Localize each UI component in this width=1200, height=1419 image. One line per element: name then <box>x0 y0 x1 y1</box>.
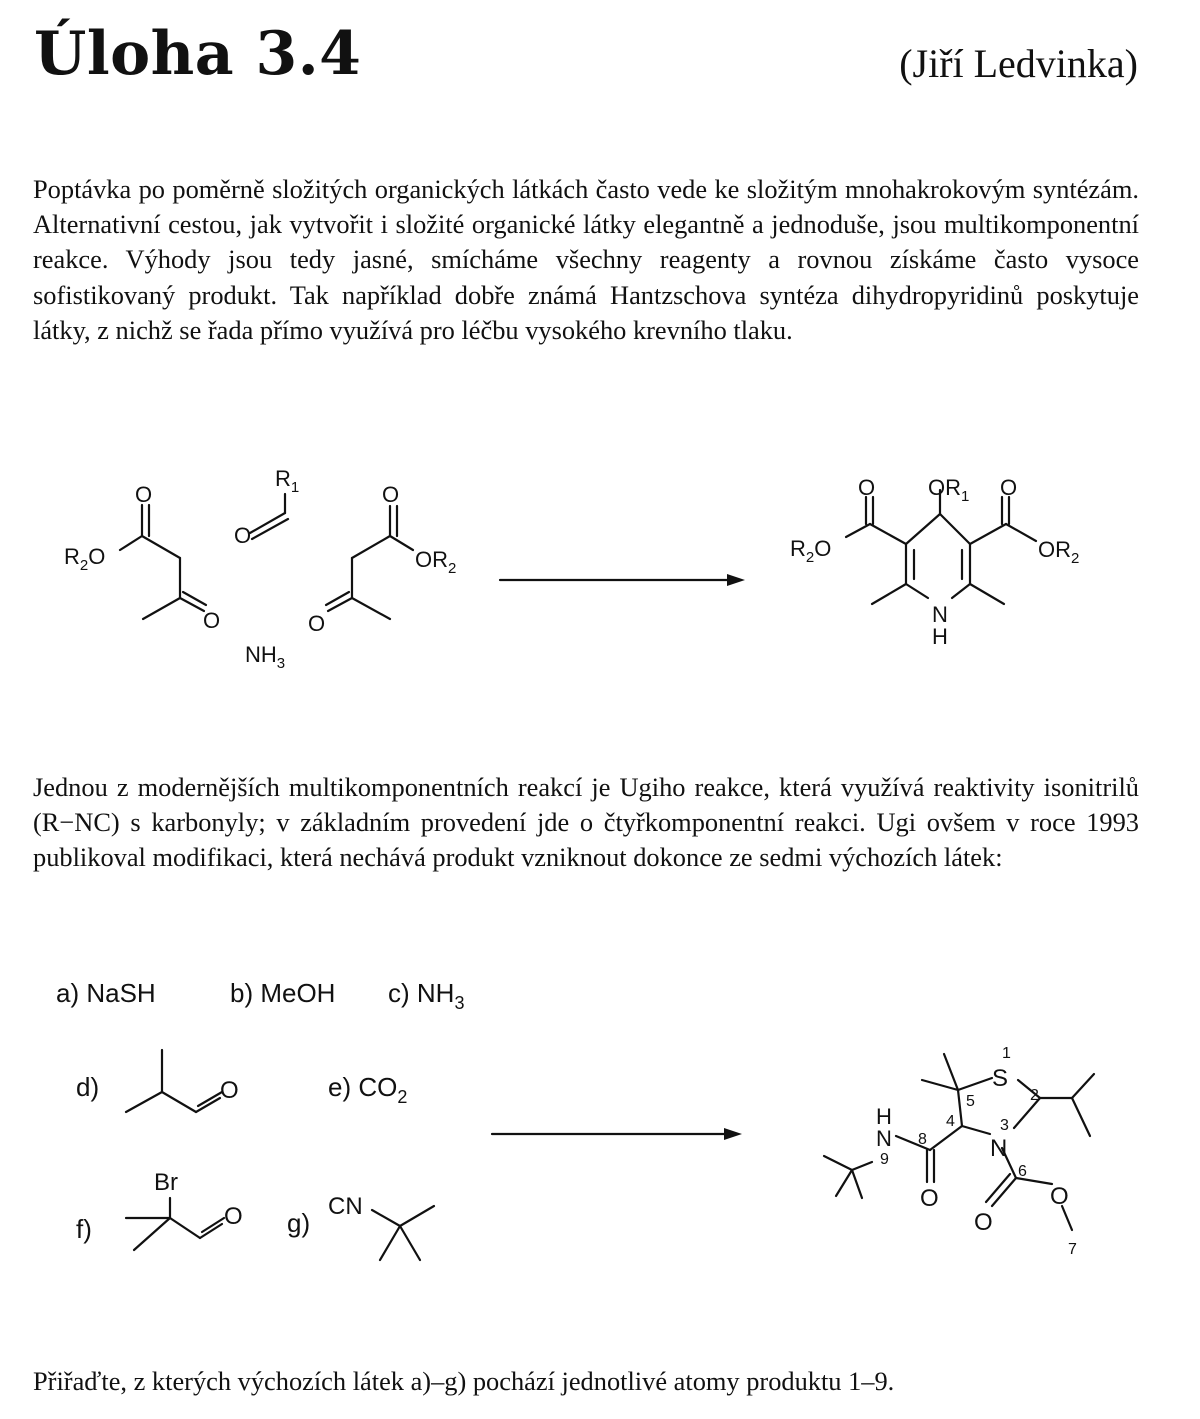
reagent-e: e) CO <box>328 1072 398 1102</box>
reagent-g-structure <box>372 1206 434 1260</box>
reagent-b: b) MeOH <box>230 978 336 1008</box>
or2-label: OR <box>1038 537 1071 562</box>
atom-number-5: 5 <box>966 1093 975 1110</box>
hydrogen-label: H <box>876 1104 892 1129</box>
oxygen-label: O <box>135 482 153 507</box>
oxygen-label: O <box>382 482 400 507</box>
reagent-f-label: f) <box>76 1214 92 1244</box>
oxygen-label: O <box>920 1185 939 1212</box>
reagent-c: c) NH <box>388 978 455 1008</box>
isonitrile-label: CN <box>328 1193 363 1220</box>
oxygen-label: O <box>224 1203 243 1230</box>
svg-text:R2O: $R_2O$ <box>790 536 832 566</box>
svg-text:OR1: $OR_1$ <box>928 475 970 505</box>
atom-number-6: 6 <box>1018 1163 1027 1180</box>
svg-text:c) NH3: c) $NH_3$ <box>388 978 465 1013</box>
svg-text:NH3: $NH_3$ <box>245 642 286 672</box>
ammonia-label: NH <box>245 642 277 667</box>
reagent-f-structure <box>126 1198 224 1250</box>
r1-label: R <box>275 466 291 491</box>
svg-text:e) CO2: e) $CO_2$ <box>328 1072 408 1107</box>
hantzsch-reaction-scheme <box>0 440 1200 700</box>
author: (Jiří Ledvinka) <box>899 41 1138 86</box>
oxygen-label: O <box>234 523 252 548</box>
hydrogen-label: H <box>932 624 948 649</box>
sulfur-label: S <box>992 1065 1009 1092</box>
bromine-label: Br <box>154 1169 178 1196</box>
reagent-d-label: d) <box>76 1072 100 1102</box>
atom-number-2: 2 <box>1030 1087 1039 1104</box>
nitrogen-label: N <box>876 1126 892 1151</box>
nitrogen-label: N <box>990 1135 1008 1162</box>
r2-label: R <box>790 536 806 561</box>
svg-text:R2O: $R_2O$ <box>64 544 106 574</box>
reagent-g-label: g) <box>287 1208 311 1238</box>
oxygen-label: O <box>1050 1183 1069 1210</box>
svg-text:OR2: $OR_2$ <box>1038 537 1080 567</box>
oxygen-label: O <box>308 611 326 636</box>
task-title: Úloha 3.4 <box>34 19 362 89</box>
task-instruction: Přiřaďte, z kterých výchozích látek a)–g) pochází jednotlivé atomy produktu 1–9. <box>33 1366 895 1396</box>
atom-number-1: 1 <box>1002 1045 1011 1062</box>
ugi-reaction-scheme <box>0 950 1200 1280</box>
atom-number-8: 8 <box>918 1131 927 1148</box>
atom-number-4: 4 <box>946 1113 955 1130</box>
oxygen-label: O <box>203 608 221 633</box>
svg-text:R1: $R_1$ <box>275 466 300 496</box>
oxygen-label: O <box>858 475 876 500</box>
oxygen-label: O <box>974 1209 993 1236</box>
reagent-a: a) NaSH <box>56 978 156 1008</box>
reagent-d-structure <box>126 1050 222 1112</box>
oxygen-label: O <box>1000 475 1018 500</box>
atom-number-7: 7 <box>1068 1241 1077 1258</box>
or1-label: OR <box>928 475 961 500</box>
r2-label: R <box>64 544 80 569</box>
or2-label: OR <box>415 547 448 572</box>
atom-number-3: 3 <box>1000 1117 1009 1134</box>
svg-text:OR2: $OR_2$ <box>415 547 457 577</box>
oxygen-label: O <box>220 1077 239 1104</box>
nitrogen-label: N <box>932 602 948 627</box>
intro-paragraph: Poptávka po poměrně složitých organických látkách často vede ke složitým mnohakrokovým syntézám. Alternativní cestou, jak vytvořit i složité organické látky elegantně a jednoduše, jsou multikomponentní reakce. Výhody jsou tedy jasné, smícháme všechny reagenty a rovnou získáme často vysoce sofistikovaný produkt. Tak například dobře známá Hantzschova syntéza dihydropyridinů poskytuje látky, z nichž se řada přímo využívá pro léčbu vysokého krevního tlaku. <box>33 174 1139 345</box>
ugi-paragraph: Jednou z modernějších multikomponentních reakcí je Ugiho reakce, která využívá reaktivity isonitrilů (R−NC) s karbonyly; v základním provedení jde o čtyřkomponentní reakci. Ugi ovšem v roce 1993 publikoval modifikaci, která nechává produkt vzniknout dokonce ze sedmi výchozích látek: <box>33 772 1139 873</box>
atom-number-9: 9 <box>880 1151 889 1168</box>
